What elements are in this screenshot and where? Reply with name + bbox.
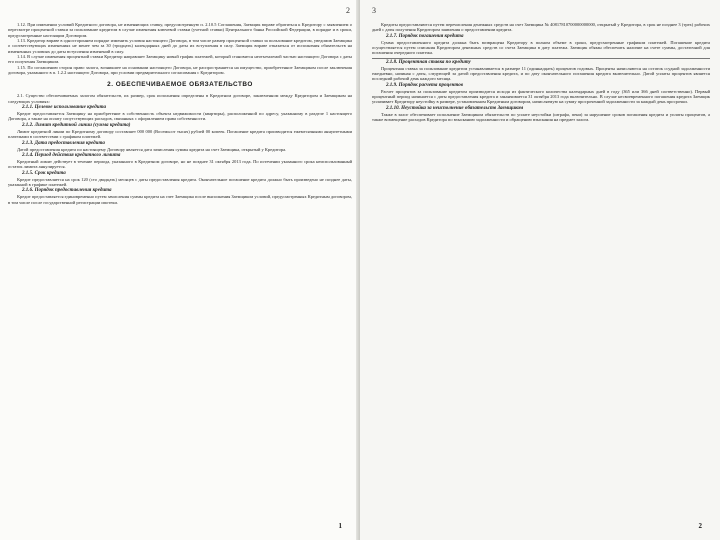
page-mark: 2 <box>698 522 702 530</box>
page-number: 2 <box>346 6 350 15</box>
section-title: 2. ОБЕСПЕЧИВАЕМОЕ ОБЯЗАТЕЛЬСТВО <box>107 81 253 89</box>
subsection-text: Сумма предоставленного кредита должна быть возвращена Кредитору в полном объеме в сроки, предусмотренные графиком платежей. Погашение кредита осуществляется путем списания Кредитором денежных средств со счета Заемщика в дату платежа. Заемщик обязан обеспечить наличие на счете суммы, достаточной для погашения очередного платежа. <box>372 39 710 56</box>
subsection-heading: 2.1.4. Период действия кредитного лимита <box>22 152 121 158</box>
subsection-heading: 2.1.8. Процентная ставка по кредиту <box>386 59 471 65</box>
subsection-heading: 2.1.2. Лимит кредитной линии (сумма кредита) <box>22 122 131 128</box>
subsection-text: Датой предоставления кредита по настоящему Договору является дата зачисления суммы кредита на счет Заемщика, открытый у Кредитора. <box>17 146 287 152</box>
left-section-body <box>8 93 352 204</box>
right-section-body <box>372 34 710 123</box>
subsection-text: Также в залог обеспечивает исполнение Заемщиком обязательств по уплате неустойки (штрафа, пени) за нарушение сроков погашения кредита и уплаты процентов, а также возмещение расходов Кредитора по взысканию задолженности и обращению взыскания на предмет залога. <box>372 111 710 123</box>
subsection-heading: 2.1.1. Целевое использование кредита <box>22 105 107 111</box>
paragraph: 1.12. При изменении условий Кредитного договора, не изменяющих ставку, предусмотренную п. 2.10.5 Соглашения, Заемщик вправе обратиться к Кредитору с заявлением о пересмотре процентной ставки за пользование кредитом в случае изменения ключевой ставки (учетной ставки) Центрального банка Российской Федерации, в порядке и в сроки, предусмотренные настоящим Договором. <box>8 22 352 38</box>
left-top-text <box>8 22 352 75</box>
divider <box>372 58 710 59</box>
subsection-text: Кредит предоставляется Заемщику на приобретение в собственность объекта недвижимости (квартиры), расположенной по адресу, указанному в разделе 1 настоящего Договора, а также на оплату сопутствующих расходов, связанных с оформлением права собственности. <box>8 111 352 122</box>
paragraph: Кредиты предоставляются путем перечисления денежных средств на счет Заемщика № 40817810700000000000, открытый у Кредитора, в срок не позднее 3 (трех) рабочих дней с даты получения Кредитором заявления о предоставлении кредита. <box>372 22 710 33</box>
section-intro: 2.1. Существо обеспечиваемых залогом обязательств, их размер, срок исполнения определены в Кредитном договоре, заключенном между Кредитором и Заемщиком на следующих условиях: <box>8 93 352 104</box>
subsection-heading: 2.1.10. Неустойка за неисполнение обязательств Заемщиком <box>386 105 524 111</box>
page-number: 3 <box>372 6 376 15</box>
paragraph: 1.13. Кредитор вправе в одностороннем порядке изменить условия настоящего Договора, в том числе размер процентной ставки за пользование кредитом, уведомив Заемщика о соответствующих изменениях не менее чем за 30 (тридцать) календарных дней до даты их вступления в силу. Заемщик вправе отказаться от исполнения обязательств на измененных условиях до даты вступления изменений в силу. <box>8 38 352 54</box>
subsection-heading: 2.1.3. Дата предоставления кредита <box>22 140 105 146</box>
subsection-heading: 2.1.9. Порядок расчета процентов <box>386 82 463 88</box>
paragraph: 1.15. По соглашению сторон право залога, возникшее на основании настоящего Договора, не распространяется на имущество, приобретенное Заемщиком после заключения договора, указанного в п. 1.2.2 настоящего Договора, при условии предварительного согласования с Кредитором. <box>8 64 352 76</box>
subsection-heading: 2.1.6. Порядок предоставления кредита <box>22 188 112 194</box>
subsection-text: Кредитный лимит действует в течение периода, указанного в Кредитном договоре, но не позднее 31 октября 2013 года. По истечении указанного срока неиспользованный остаток лимита аннулируется. <box>8 158 352 170</box>
subsection-text: Кредит предоставляется на срок 120 (сто двадцать) месяцев с даты предоставления кредита. Окончательное погашение кредита должно быть произведено не позднее даты, указанной в графике платежей. <box>8 176 352 187</box>
subsection-text: Процентная ставка за пользование кредитом устанавливается в размере 11 (одиннадцать) процентов годовых. Проценты начисляются на остаток ссудной задолженности ежедневно, начиная с даты, следующей за датой предоставления кредита, и по дату окончательного погашения кредита включительно. Датой уплаты процентов является последний рабочий день каждого месяца. <box>372 65 710 82</box>
right-page <box>360 0 720 540</box>
subsection-text: Кредит предоставляется единовременно путем зачисления суммы кредита на счет Заемщика после выполнения Заемщиком условий, предусмотренных Кредитным договором, в том числе после государственной регистрации ипотеки. <box>8 194 353 205</box>
right-top-text <box>372 22 710 33</box>
page-mark: 1 <box>338 522 342 530</box>
subsection-text: Лимит кредитной линии по Кредитному договору составляет 000 000 (Восемьсот тысяч) рублей 00 копеек. Погашение кредита производится ежемесячными аннуитетными платежами в соответствии с графиком платежей. <box>8 128 352 140</box>
paragraph: 1.14. В случае изменения процентной ставки Кредитор направляет Заемщику новый график платежей, который становится неотъемлемой частью настоящего Договора с даты его получения Заемщиком. <box>8 54 352 65</box>
subsection-heading: 2.1.5. Срок кредита <box>22 170 66 176</box>
subsection-heading: 2.1.7. Порядок погашения кредита <box>386 33 464 39</box>
subsection-text: Расчет процентов за пользование кредитом производится исходя из фактического количества календарных дней в году (365 или 366 дней соответственно). Первый процентный период начинается с даты предоставления кредита и заканчивается 31 октября 2013 года включительно. В случае несвоевременного погашения кредита Заемщик уплачивает Кредитору неустойку в размере, установленном Кредитным договором, начисляемую на сумму просроченной задолженности за каждый день просрочки. <box>372 88 710 105</box>
